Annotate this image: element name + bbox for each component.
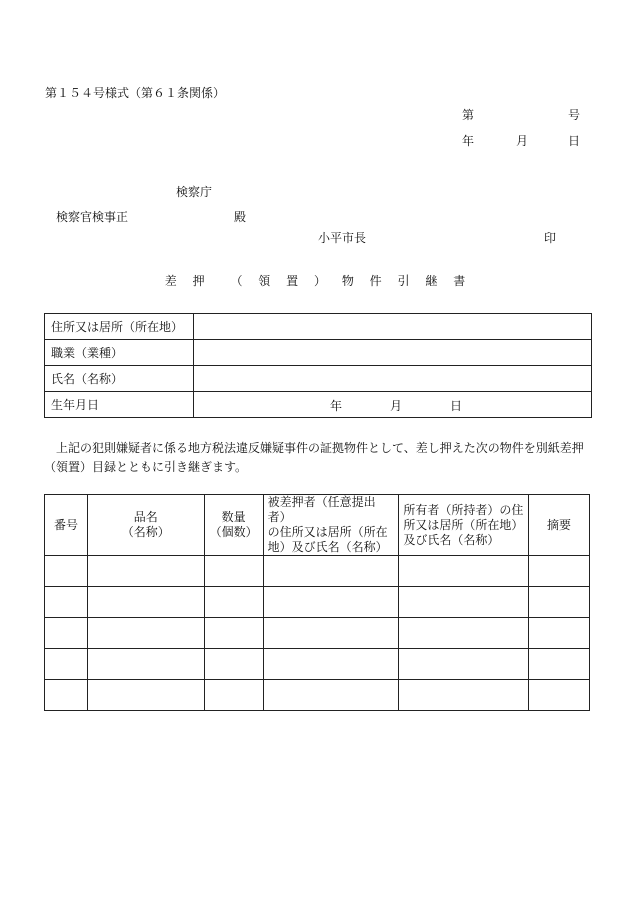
items-table-body	[45, 556, 590, 711]
dob-month: 月	[390, 399, 403, 413]
title-char: 引	[397, 274, 410, 288]
header-number: 番号	[45, 495, 88, 556]
table-cell[interactable]	[399, 587, 529, 618]
table-cell[interactable]	[399, 556, 529, 587]
dob-year: 年	[330, 399, 343, 413]
table-row	[45, 649, 590, 680]
document-title	[0, 272, 630, 289]
date-month: 月	[516, 134, 529, 148]
header-item-name: 品名 （名称）	[87, 495, 204, 556]
addressee-honorific: 殿	[234, 210, 247, 224]
title-char: 差	[164, 274, 177, 288]
table-cell[interactable]	[529, 649, 590, 680]
date-day: 日	[568, 134, 581, 148]
table-cell[interactable]	[45, 649, 88, 680]
date-year: 年	[462, 134, 475, 148]
table-row	[45, 366, 592, 392]
title-char: 物	[341, 274, 354, 288]
form-number: 第１５４号様式（第６１条関係）	[45, 86, 226, 100]
table-cell[interactable]	[87, 680, 204, 711]
title-char: 領	[258, 274, 271, 288]
birthdate-field[interactable]	[194, 392, 592, 418]
body-paragraph: 上記の犯則嫌疑者に係る地方税法違反嫌疑事件の証拠物件として、差し押えた次の物件を別紙差押（領置）目録とともに引き継ぎます。	[44, 441, 584, 474]
address-field[interactable]	[194, 314, 592, 340]
table-cell[interactable]	[263, 587, 399, 618]
title-char: 件	[369, 274, 382, 288]
table-row	[45, 314, 592, 340]
table-cell[interactable]	[87, 556, 204, 587]
table-cell[interactable]	[87, 587, 204, 618]
header-remarks: 摘要	[529, 495, 590, 556]
table-cell[interactable]	[399, 618, 529, 649]
table-cell[interactable]	[263, 649, 399, 680]
sender-seal: 印	[544, 231, 557, 245]
table-cell[interactable]	[204, 556, 263, 587]
number-prefix: 第	[462, 108, 475, 122]
table-cell[interactable]	[204, 649, 263, 680]
title-char: 押	[192, 274, 205, 288]
table-cell[interactable]	[529, 587, 590, 618]
dob-day: 日	[450, 399, 463, 413]
table-cell[interactable]	[45, 618, 88, 649]
table-row	[45, 340, 592, 366]
table-row	[45, 556, 590, 587]
header-seized-person: 被差押者（任意提出者） の住所又は居所（所在 地）及び氏名（名称）	[263, 495, 399, 556]
header-quantity: 数量 （個数）	[204, 495, 263, 556]
occupation-field[interactable]	[194, 340, 592, 366]
table-row	[45, 587, 590, 618]
table-row	[45, 392, 592, 418]
table-cell[interactable]	[204, 587, 263, 618]
title-char: （	[230, 274, 243, 288]
table-row	[45, 680, 590, 711]
addressee-agency: 検察庁	[176, 185, 213, 199]
table-row	[45, 618, 590, 649]
table-cell[interactable]	[399, 649, 529, 680]
table-cell[interactable]	[263, 618, 399, 649]
table-cell[interactable]	[529, 680, 590, 711]
table-cell[interactable]	[87, 618, 204, 649]
table-header-row	[45, 495, 590, 556]
name-field[interactable]	[194, 366, 592, 392]
table-cell[interactable]	[87, 649, 204, 680]
table-cell[interactable]	[399, 680, 529, 711]
addressee-title: 検察官検事正	[56, 210, 129, 224]
table-cell[interactable]	[45, 587, 88, 618]
address-label: 住所又は居所（所在地）	[45, 314, 194, 340]
title-char: ）	[313, 274, 326, 288]
suspect-info-table	[44, 313, 592, 418]
table-cell[interactable]	[204, 618, 263, 649]
table-cell[interactable]	[529, 618, 590, 649]
birthdate-label: 生年月日	[45, 392, 194, 418]
table-cell[interactable]	[204, 680, 263, 711]
name-label: 氏名（名称）	[45, 366, 194, 392]
table-cell[interactable]	[45, 556, 88, 587]
number-suffix: 号	[568, 108, 581, 122]
table-cell[interactable]	[529, 556, 590, 587]
title-char: 継	[425, 274, 438, 288]
table-cell[interactable]	[45, 680, 88, 711]
table-cell[interactable]	[263, 556, 399, 587]
sender-name: 小平市長	[318, 231, 367, 245]
occupation-label: 職業（業種）	[45, 340, 194, 366]
items-table	[44, 494, 590, 711]
table-cell[interactable]	[263, 680, 399, 711]
title-char: 置	[286, 274, 299, 288]
header-owner: 所有者（所持者）の住 所又は居所（所在地） 及び氏名（名称）	[399, 495, 529, 556]
title-char: 書	[453, 274, 466, 288]
